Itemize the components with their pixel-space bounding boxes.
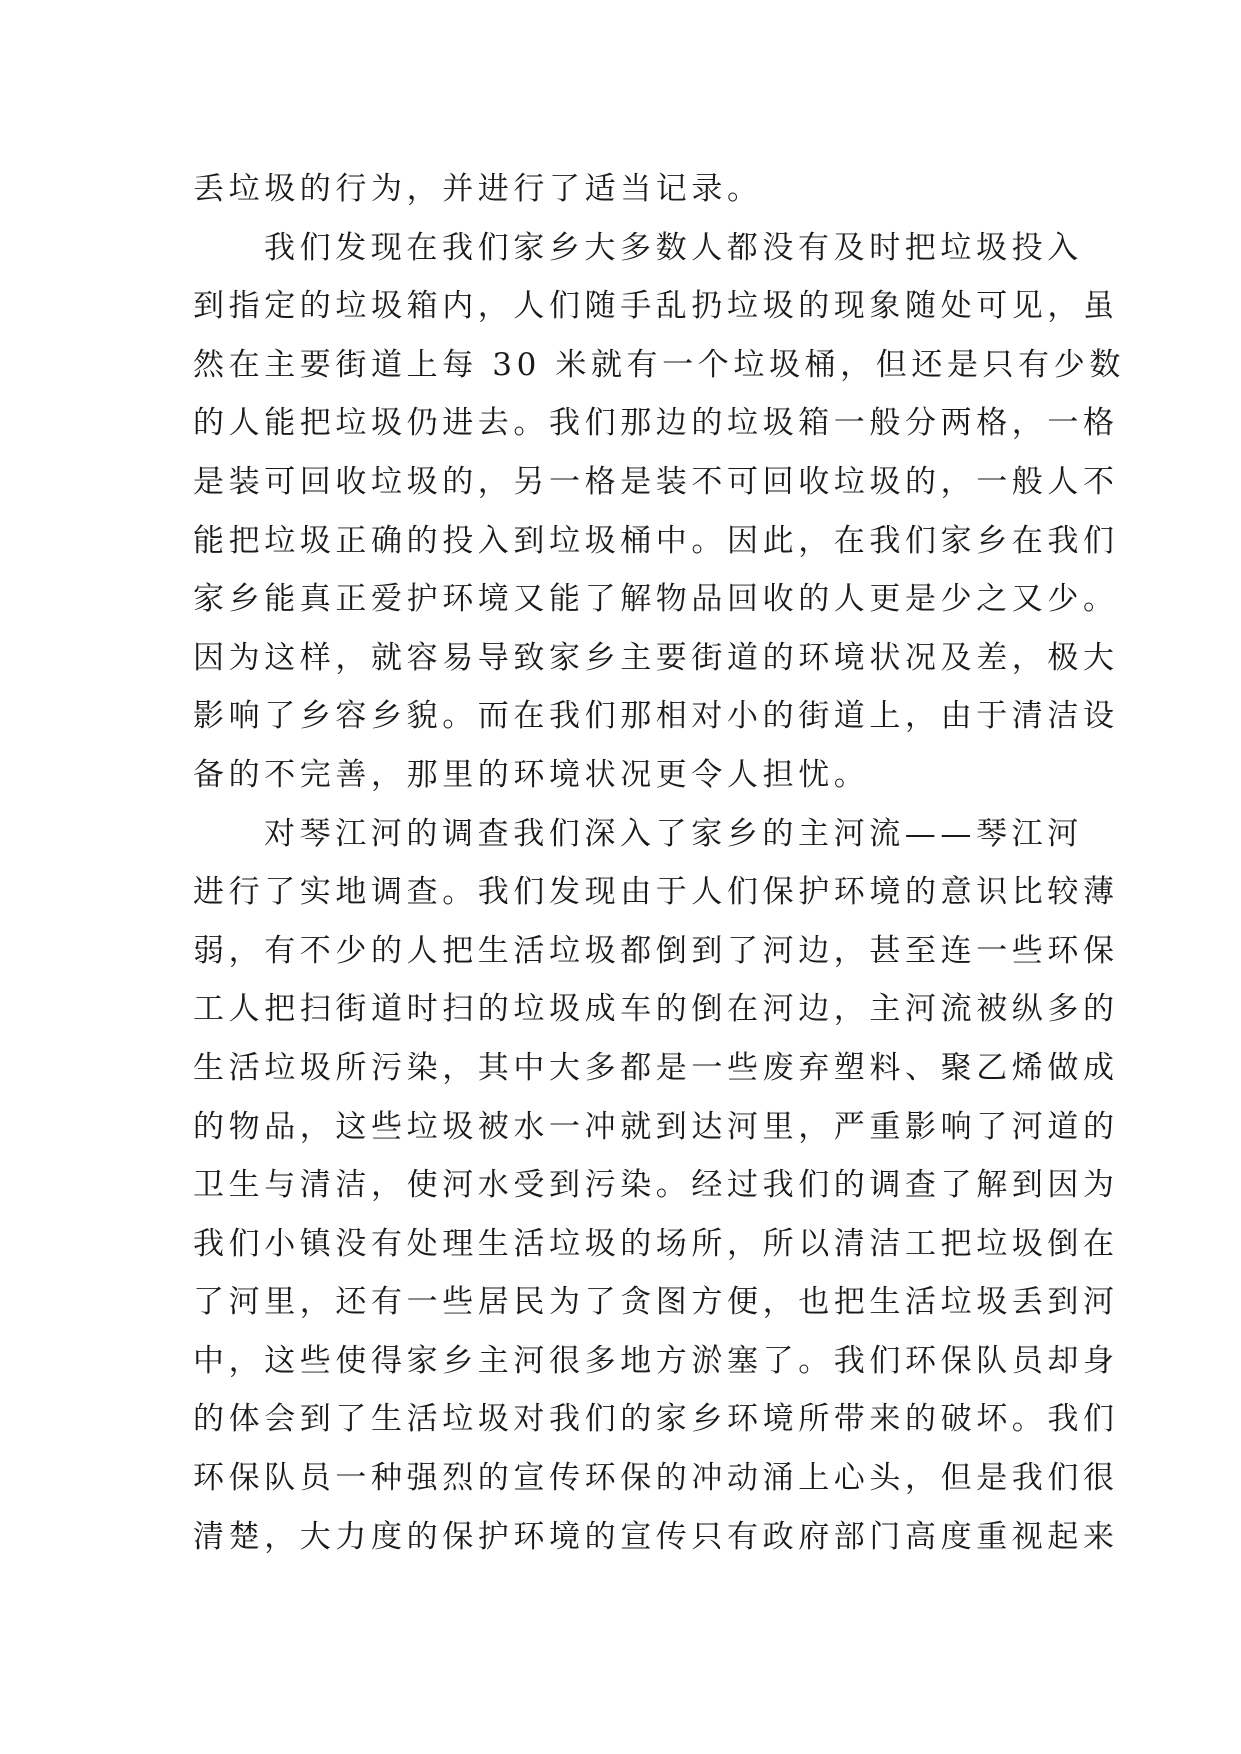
text-line: 了河里，还有一些居民为了贪图方便，也把生活垃圾丢到河 [193,1284,1119,1321]
paragraph-first-line: 我们发现在我们家乡大多数人都没有及时把垃圾投入 [264,229,1083,266]
text-line: 工人把扫街道时扫的垃圾成车的倒在河边，主河流被纵多的 [193,991,1119,1028]
text-line: 中，这些使得家乡主河很多地方淤塞了。我们环保队员却身 [193,1342,1119,1379]
text-line: 是装可回收垃圾的，另一格是装不可回收垃圾的，一般人不 [193,463,1119,500]
text-line: 影响了乡容乡貌。而在我们那相对小的街道上，由于清洁设 [193,698,1119,735]
paragraph-first-line: 对琴江河的调查我们深入了家乡的主河流——琴江河 [264,815,1083,852]
text-line: 我们小镇没有处理生活垃圾的场所，所以清洁工把垃圾倒在 [193,1225,1119,1262]
text-line: 生活垃圾所污染，其中大多都是一些废弃塑料、聚乙烯做成 [193,1049,1119,1086]
text-line: 备的不完善，那里的环境状况更令人担忧。 [193,756,870,793]
text-line: 环保队员一种强烈的宣传环保的冲动涌上心头，但是我们很 [193,1460,1119,1497]
text-line: 丢垃圾的行为，并进行了适当记录。 [193,171,763,207]
text-line: 的人能把垃圾仍进去。我们那边的垃圾箱一般分两格，一格 [193,405,1119,442]
text-line: 因为这样，就容易导致家乡主要街道的环境状况及差，极大 [193,639,1119,676]
text-line: 到指定的垃圾箱内，人们随手乱扔垃圾的现象随处可见，虽 [193,288,1119,325]
text-line: 清楚，大力度的保护环境的宣传只有政府部门高度重视起来 [193,1518,1119,1555]
text-line: 弱，有不少的人把生活垃圾都倒到了河边，甚至连一些环保 [193,932,1119,969]
text-line: 进行了实地调查。我们发现由于人们保护环境的意识比较薄 [193,874,1119,911]
text-line: 家乡能真正爱护环境又能了解物品回收的人更是少之又少。 [193,581,1119,618]
document-body [193,160,1125,1566]
text-line: 卫生与清洁，使河水受到污染。经过我们的调查了解到因为 [193,1167,1119,1204]
text-line: 的体会到了生活垃圾对我们的家乡环境所带来的破坏。我们 [193,1401,1119,1438]
text-line: 然在主要街道上每 30 米就有一个垃圾桶，但还是只有少数 [193,346,1125,383]
text-line: 的物品，这些垃圾被水一冲就到达河里，严重影响了河道的 [193,1108,1119,1145]
text-line: 能把垃圾正确的投入到垃圾桶中。因此，在我们家乡在我们 [193,522,1119,559]
